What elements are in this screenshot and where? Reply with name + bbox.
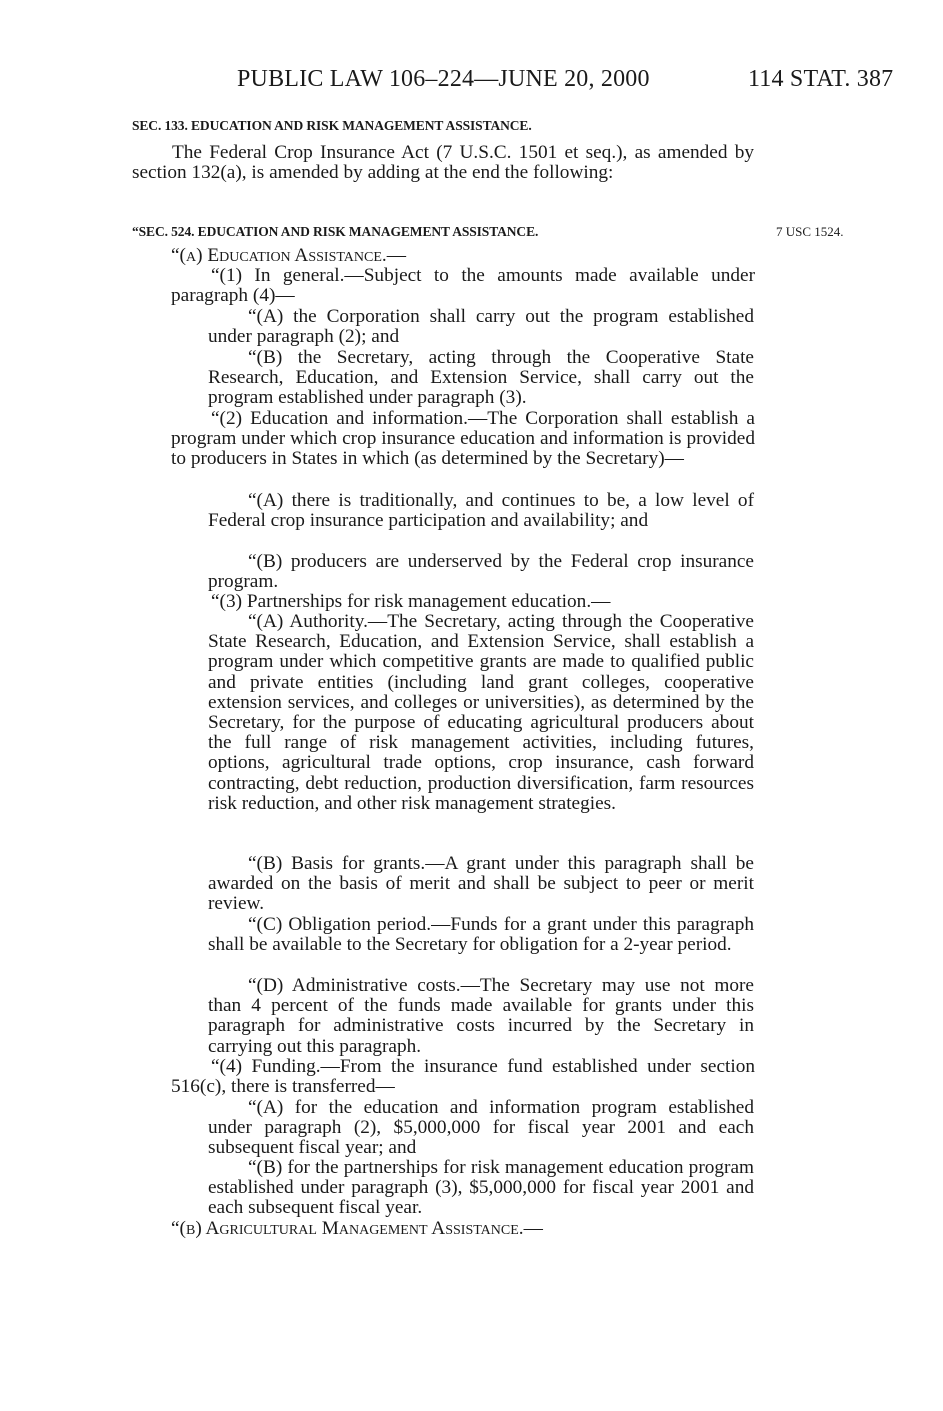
paragraph-a2: “(2) Education and information.—The Corporation shall establish a program under which crop insurance education and information is provided to producers in States in which (as determined by the Secretary)— (171, 408, 755, 470)
paragraph-a3C: “(C) Obligation period.—Funds for a grant under this paragraph shall be available to the Secretary for obligation for a 2-year period. (208, 914, 754, 956)
section-524-heading: “SEC. 524. EDUCATION AND RISK MANAGEMENT ASSISTANCE. (132, 224, 539, 239)
paragraph-a2A: “(A) there is traditionally, and continues to be, a low level of Federal crop insurance participation and availability; and (208, 490, 754, 532)
margin-citation: 7 USC 1524. (776, 224, 844, 239)
section-133-intro: The Federal Crop Insurance Act (7 U.S.C. 1501 et seq.), as amended by section 132(a), is amended by adding at the end the following: (132, 142, 754, 184)
subsection-b-heading: “(b) Agricultural Management Assistance.— (171, 1218, 543, 1239)
paragraph-a3B: “(B) Basis for grants.—A grant under this paragraph shall be awarded on the basis of merit and shall be subject to peer or merit review. (208, 853, 754, 915)
paragraph-a3: “(3) Partnerships for risk management education.— (211, 591, 611, 612)
header-title: PUBLIC LAW 106–224—JUNE 20, 2000 (237, 66, 650, 92)
paragraph-a1: “(1) In general.—Subject to the amounts made available under paragraph (4)— (171, 265, 755, 307)
subsection-a-heading: “(a) Education Assistance.— (171, 245, 407, 266)
paragraph-a2B: “(B) producers are underserved by the Federal crop insurance program. (208, 551, 754, 593)
paragraph-a4B: “(B) for the partnerships for risk management education program established under paragraph (3), $5,000,000 for fiscal year 2001 and each subsequent fiscal year. (208, 1157, 754, 1219)
paragraph-a4: “(4) Funding.—From the insurance fund established under section 516(c), there is transferred— (171, 1056, 755, 1098)
running-header (0, 66, 943, 100)
paragraph-a4A: “(A) for the education and information program established under paragraph (2), $5,000,000 for fiscal year 2001 and each subsequent fiscal year; and (208, 1097, 754, 1159)
header-page-ref: 114 STAT. 387 (748, 66, 894, 92)
paragraph-a1B: “(B) the Secretary, acting through the Cooperative State Research, Education, and Extension Service, shall carry out the program established under paragraph (3). (208, 347, 754, 409)
paragraph-a1A: “(A) the Corporation shall carry out the program established under paragraph (2); and (208, 306, 754, 348)
paragraph-a3A: “(A) Authority.—The Secretary, acting through the Cooperative State Research, Education, and Extension Service, shall establish a program under which competitive grants are made to qualified public and private entities (including land grant colleges, cooperative extension services, and colleges or universities), as determined by the Secretary, for the purpose of educating agricultural producers about the full range of risk management activities, including futures, options, agricultural trade options, crop insurance, cash forward contracting, debt reduction, production diversification, farm resources risk reduction, and other risk management strategies. (208, 611, 754, 814)
paragraph-a3D: “(D) Administrative costs.—The Secretary may use not more than 4 percent of the funds made available for grants under this paragraph for administrative costs incurred by the Secretary in carrying out this paragraph. (208, 975, 754, 1057)
section-133-heading: SEC. 133. EDUCATION AND RISK MANAGEMENT ASSISTANCE. (132, 118, 532, 133)
